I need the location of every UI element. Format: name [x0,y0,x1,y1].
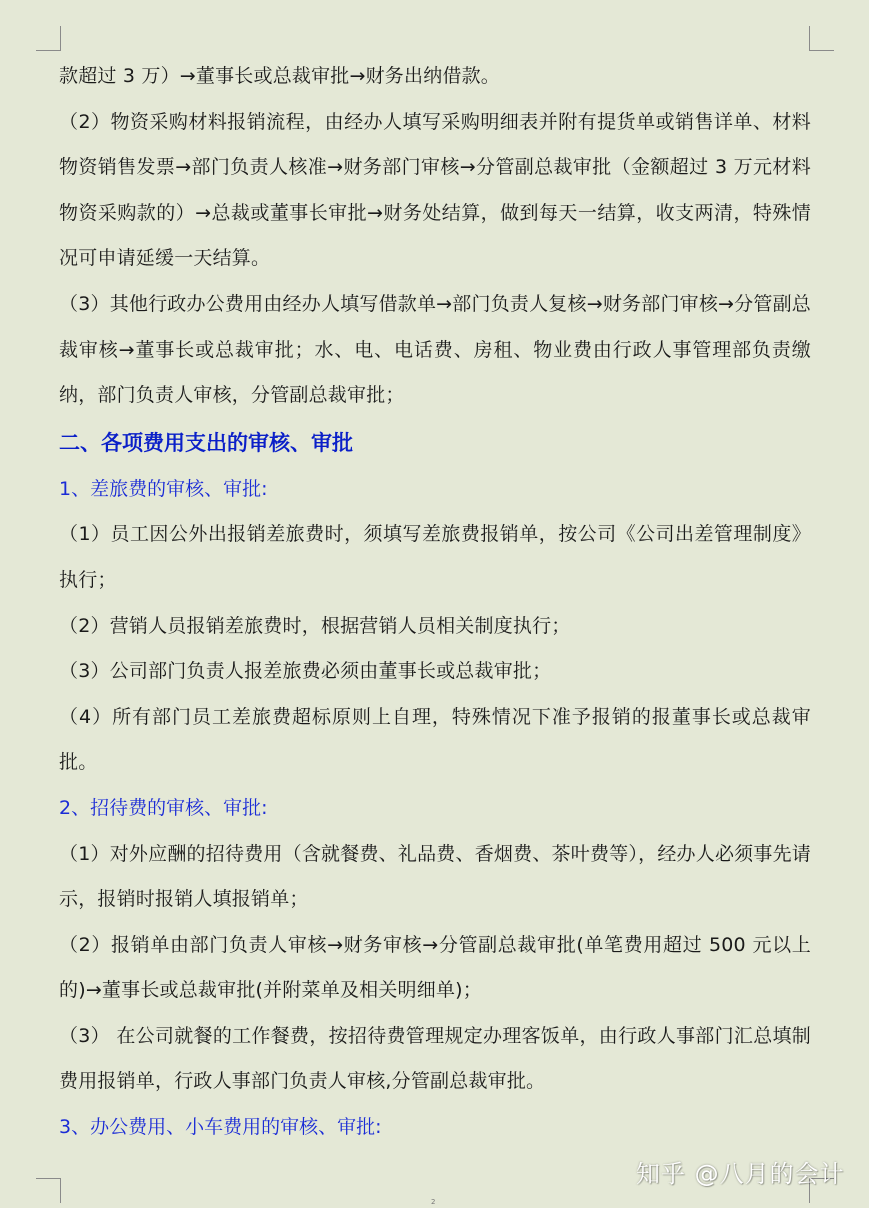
paragraph: （2）物资采购材料报销流程，由经办人填写采购明细表并附有提货单或销售详单、材料物资销售发票→部门负责人核准→财务部门审核→分管副总裁审批（金额超过 3 万元材料物资采购款的）→总裁或董事长审批→财务处结算，做到每天一结算，收支两清，特殊情况可申请延缓一天结算。 [59,110,811,270]
section-heading: 二、各项费用支出的审核、审批 [59,430,353,455]
subsection-heading: 3、办公费用、小车费用的审核、审批: [59,1116,382,1139]
subsection-heading: 2、招待费的审核、审批: [59,796,268,819]
corner-mark-top-left [36,26,61,51]
paragraph: （1）员工因公外出报销差旅费时，须填写差旅费报销单，按公司《公司出差管理制度》执行； [59,523,811,591]
paragraph: （3） 在公司就餐的工作餐费，按招待费管理规定办理客饭单，由行政人事部门汇总填制费用报销单，行政人事部门负责人审核,分管副总裁审批。 [59,1024,811,1093]
paragraph: 款超过 3 万）→董事长或总裁审批→财务出纳借款。 [59,65,501,87]
corner-mark-bottom-left [36,1178,61,1203]
paragraph: （4）所有部门员工差旅费超标原则上自理，特殊情况下准予报销的报董事长或总裁审批。 [59,705,811,774]
subsection-heading: 1、差旅费的审核、审批: [59,477,268,500]
paragraph: （2）营销人员报销差旅费时，根据营销人员相关制度执行； [59,614,571,637]
page-number: 2 [431,1198,436,1206]
paragraph: （3）其他行政办公费用由经办人填写借款单→部门负责人复核→财务部门审核→分管副总裁审核→董事长或总裁审批；水、电、电话费、房租、物业费由行政人事管理部负责缴纳，部门负责人审核，分管副总裁审批； [59,292,811,407]
paragraph: （3）公司部门负责人报差旅费必须由董事长或总裁审批； [59,660,552,683]
document-body [59,54,811,1151]
paragraph: （2）报销单由部门负责人审核→财务审核→分管副总裁审批(单笔费用超过 500 元以上的)→董事长或总裁审批(并附菜单及相关明细单)； [59,933,811,1002]
corner-mark-top-right [809,26,834,51]
watermark: 知乎 @八月的会计 [636,1160,845,1188]
paragraph: （1）对外应酬的招待费用（含就餐费、礼品费、香烟费、茶叶费等），经办人必须事先请示，报销时报销人填报销单； [59,842,811,911]
